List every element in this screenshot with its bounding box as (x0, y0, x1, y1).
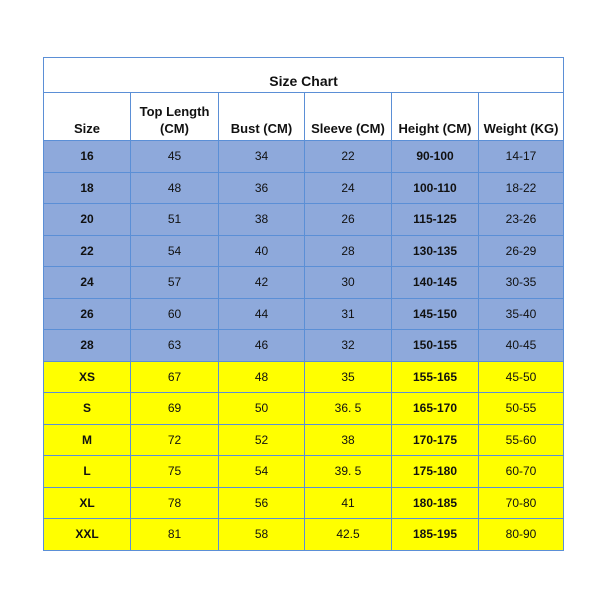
cell-weight: 50-55 (479, 393, 564, 425)
cell-size: 22 (44, 235, 131, 267)
cell-height: 175-180 (392, 456, 479, 488)
cell-top-length: 48 (131, 172, 219, 204)
cell-sleeve: 42.5 (305, 519, 392, 551)
cell-size: L (44, 456, 131, 488)
cell-sleeve: 32 (305, 330, 392, 362)
cell-bust: 58 (219, 519, 305, 551)
cell-top-length: 69 (131, 393, 219, 425)
cell-top-length: 72 (131, 424, 219, 456)
cell-height: 140-145 (392, 267, 479, 299)
table-row (44, 456, 564, 488)
table-row (44, 393, 564, 425)
cell-top-length: 51 (131, 204, 219, 236)
cell-top-length: 54 (131, 235, 219, 267)
cell-weight: 55-60 (479, 424, 564, 456)
cell-top-length: 57 (131, 267, 219, 299)
cell-height: 130-135 (392, 235, 479, 267)
cell-size: 20 (44, 204, 131, 236)
table-row (44, 267, 564, 299)
cell-height: 180-185 (392, 487, 479, 519)
cell-top-length: 78 (131, 487, 219, 519)
header-top-length: Top Length (CM) (131, 93, 219, 141)
cell-sleeve: 35 (305, 361, 392, 393)
cell-top-length: 67 (131, 361, 219, 393)
cell-height: 115-125 (392, 204, 479, 236)
cell-size: XXL (44, 519, 131, 551)
cell-sleeve: 38 (305, 424, 392, 456)
cell-size: S (44, 393, 131, 425)
cell-weight: 45-50 (479, 361, 564, 393)
cell-bust: 50 (219, 393, 305, 425)
cell-bust: 54 (219, 456, 305, 488)
cell-height: 90-100 (392, 141, 479, 173)
header-height: Height (CM) (392, 93, 479, 141)
cell-bust: 36 (219, 172, 305, 204)
header-weight: Weight (KG) (479, 93, 564, 141)
cell-top-length: 75 (131, 456, 219, 488)
table-row (44, 141, 564, 173)
table-row (44, 487, 564, 519)
table-row (44, 172, 564, 204)
table-row (44, 424, 564, 456)
cell-bust: 44 (219, 298, 305, 330)
cell-top-length: 60 (131, 298, 219, 330)
cell-bust: 40 (219, 235, 305, 267)
cell-bust: 34 (219, 141, 305, 173)
cell-top-length: 45 (131, 141, 219, 173)
cell-sleeve: 22 (305, 141, 392, 173)
cell-weight: 35-40 (479, 298, 564, 330)
cell-size: 16 (44, 141, 131, 173)
cell-size: M (44, 424, 131, 456)
cell-size: 24 (44, 267, 131, 299)
chart-title: Size Chart (44, 58, 564, 93)
cell-top-length: 63 (131, 330, 219, 362)
cell-size: 18 (44, 172, 131, 204)
cell-weight: 80-90 (479, 519, 564, 551)
cell-weight: 26-29 (479, 235, 564, 267)
cell-bust: 38 (219, 204, 305, 236)
cell-height: 145-150 (392, 298, 479, 330)
cell-height: 170-175 (392, 424, 479, 456)
cell-weight: 23-26 (479, 204, 564, 236)
header-row (44, 93, 564, 141)
table-row (44, 361, 564, 393)
table-row (44, 519, 564, 551)
cell-bust: 46 (219, 330, 305, 362)
cell-height: 165-170 (392, 393, 479, 425)
cell-sleeve: 26 (305, 204, 392, 236)
cell-sleeve: 30 (305, 267, 392, 299)
cell-bust: 42 (219, 267, 305, 299)
cell-size: XL (44, 487, 131, 519)
cell-weight: 18-22 (479, 172, 564, 204)
cell-height: 100-110 (392, 172, 479, 204)
cell-size: XS (44, 361, 131, 393)
header-size: Size (44, 93, 131, 141)
cell-sleeve: 39. 5 (305, 456, 392, 488)
cell-bust: 48 (219, 361, 305, 393)
cell-bust: 52 (219, 424, 305, 456)
cell-weight: 70-80 (479, 487, 564, 519)
header-sleeve: Sleeve (CM) (305, 93, 392, 141)
cell-sleeve: 36. 5 (305, 393, 392, 425)
cell-weight: 30-35 (479, 267, 564, 299)
cell-sleeve: 41 (305, 487, 392, 519)
cell-weight: 40-45 (479, 330, 564, 362)
cell-top-length: 81 (131, 519, 219, 551)
table-row (44, 235, 564, 267)
table-row (44, 330, 564, 362)
cell-size: 28 (44, 330, 131, 362)
size-chart-table (43, 57, 564, 551)
cell-weight: 14-17 (479, 141, 564, 173)
cell-height: 155-165 (392, 361, 479, 393)
cell-sleeve: 28 (305, 235, 392, 267)
header-bust: Bust (CM) (219, 93, 305, 141)
cell-bust: 56 (219, 487, 305, 519)
cell-weight: 60-70 (479, 456, 564, 488)
table-row (44, 204, 564, 236)
cell-height: 150-155 (392, 330, 479, 362)
cell-sleeve: 31 (305, 298, 392, 330)
cell-sleeve: 24 (305, 172, 392, 204)
table-row (44, 298, 564, 330)
title-row (44, 58, 564, 93)
cell-height: 185-195 (392, 519, 479, 551)
cell-size: 26 (44, 298, 131, 330)
